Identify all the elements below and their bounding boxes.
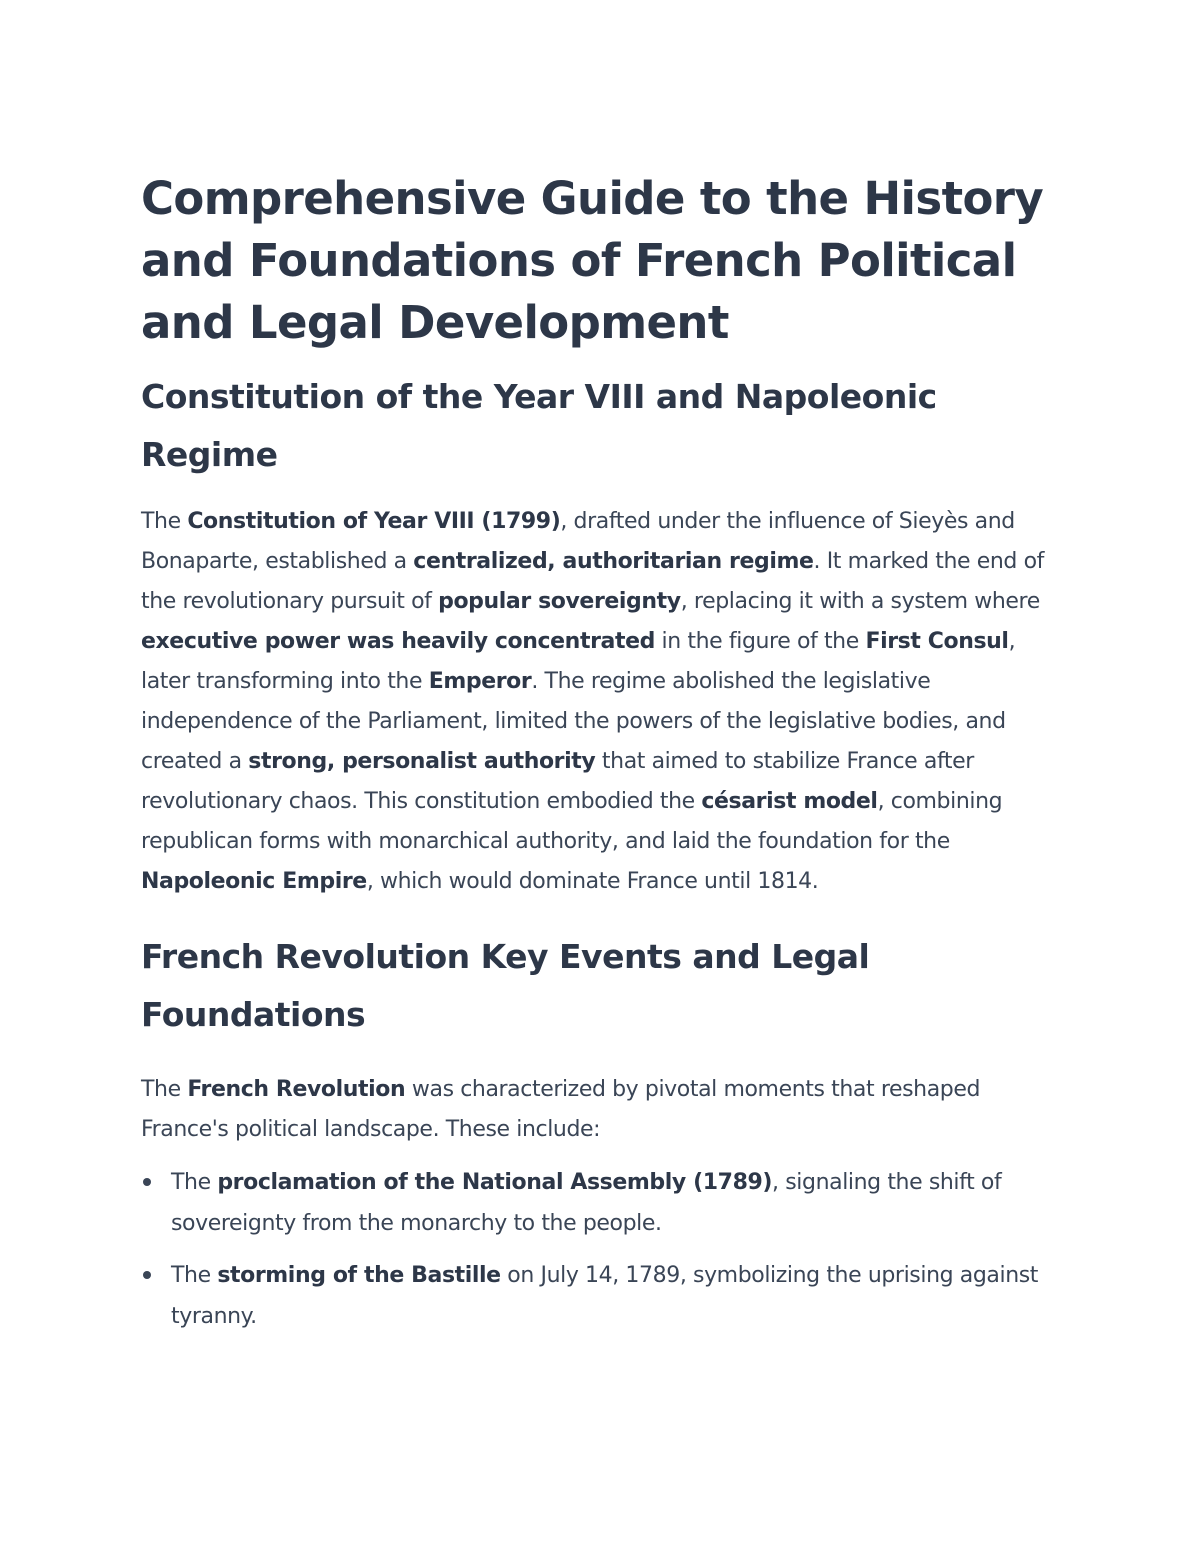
bold-phrase: storming of the Bastille <box>217 1263 501 1288</box>
bold-phrase: Napoleonic Empire <box>141 869 367 894</box>
list-item-text: The storming of the Bastille on July 14, 1789, symbolizing the uprising against tyranny. <box>171 1263 1039 1329</box>
list-item <box>141 1255 1061 1337</box>
bold-phrase: strong, personalist authority <box>248 749 596 774</box>
bold-phrase: executive power was heavily concentrated <box>141 629 655 654</box>
list-item <box>141 1162 1061 1244</box>
bold-phrase: centralized, authoritarian regime <box>413 549 814 574</box>
bold-phrase: Constitution of Year VIII (1799) <box>187 509 561 534</box>
section-paragraph-constitution: The Constitution of Year VIII (1799), drafted under the influence of Sieyès and Bonaparte, established a centralized, authoritarian regime. It marked the end of the revolutionary pursuit of popular sovereignty, replacing it with a system where executive power was heavily concentrated in the figure of the First Consul, later transforming into the Emperor. The regime abolished the legislative independence of the Parliament, limited the powers of the legislative bodies, and created a strong, personalist authority that aimed to stabilize France after revolutionary chaos. This constitution embodied the césarist model, combining republican forms with monarchical authority, and laid the foundation for the Napoleonic Empire, which would dominate France until 1814. <box>141 509 1044 894</box>
document-page <box>141 168 1061 1348</box>
bullet-dot <box>143 1178 151 1186</box>
section-heading-revolution: French Revolution Key Events and Legal Foundations <box>141 937 870 1034</box>
bold-phrase: popular sovereignty <box>438 589 681 614</box>
section-heading-constitution: Constitution of the Year VIII and Napoleonic Regime <box>141 377 937 474</box>
list-item-text: The proclamation of the National Assembly (1789), signaling the shift of sovereignty from the monarchy to the people. <box>171 1170 1002 1236</box>
key-events-list <box>141 1162 1061 1337</box>
bullet-dot <box>143 1271 151 1279</box>
bold-phrase: proclamation of the National Assembly (1789) <box>217 1170 773 1195</box>
bold-phrase: césarist model <box>701 789 878 814</box>
bold-phrase: First Consul <box>865 629 1009 654</box>
document-title: Comprehensive Guide to the History and Foundations of French Political and Legal Development <box>141 172 1044 349</box>
bold-phrase: Emperor <box>428 669 532 694</box>
bold-phrase: French Revolution <box>187 1077 406 1102</box>
section-paragraph-revolution: The French Revolution was characterized by pivotal moments that reshaped France's political landscape. These include: <box>141 1077 981 1142</box>
